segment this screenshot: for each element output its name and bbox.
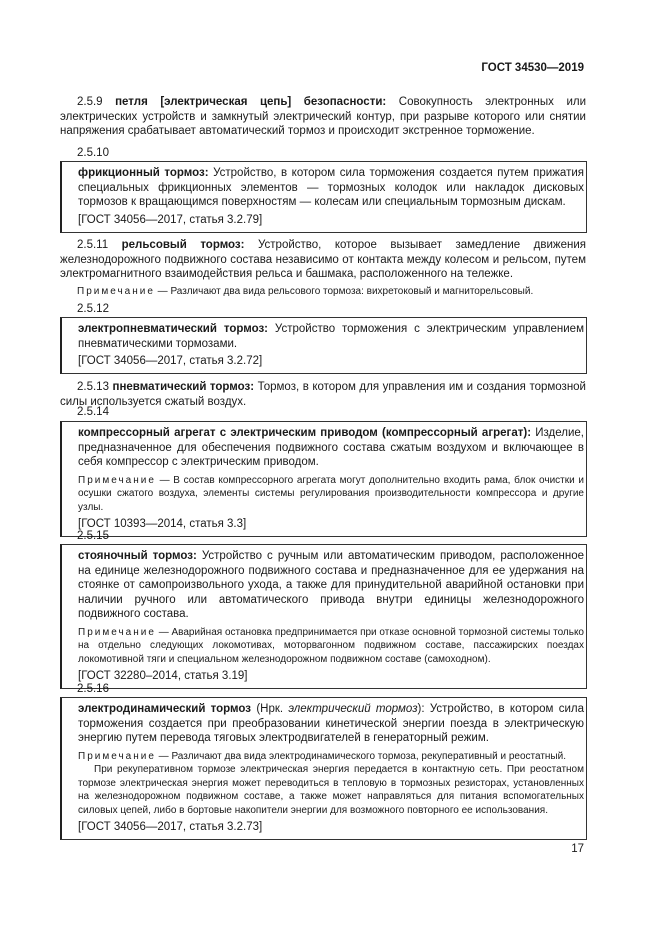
term-number: 2.5.11 [77, 239, 109, 251]
term-number-2-5-10: 2.5.10 [77, 147, 109, 159]
term-definition: Устройство, в котором сила торможения создается путем прижатия специальных фрикционных элементов — тормозных колодок или накладок дисковых тормозов к вращающимся поверхностям — колесам или специальным тормозным дискам. [78, 167, 584, 208]
term-note [62, 746, 586, 818]
note-continuation: При рекуперативном тормозе электрическая энергия передается в контактную сеть. При реостатном тормозе электрическая энергия может переводиться в тепловую в тормозных резисторах, установленных на железнодорожном подвижном составе, а также может направляться для питания вспомогательных силовых цепей, либо в бортовые накопители энергии для возможного повторного ее использования. [78, 764, 584, 816]
term-definition: Устройство с ручным или автоматическим приводом, расположенное на единице железнодорожного подвижного состава и предназначенное для ее удержания на стоянке от самопроизвольного ухода, а также для принудительной аварийной остановки при наличии ручного или автоматического привода внутри единицы железнодорожного подвижного состава. [78, 550, 584, 620]
note-label: Примечание [77, 286, 155, 297]
term-number-2-5-16: 2.5.16 [77, 683, 109, 695]
term-deprecated: электрический тормоз [288, 703, 418, 715]
term-note [62, 622, 586, 667]
note-text: — Аварийная остановка предпринимается при отказе основной тормозной системы только на отдельно следующих локомотивах, моторвагонном подвижном составе, пассажирских поездах локомотивной тяги и специальном железнодорожном подвижном составе (самоходном). [78, 626, 584, 665]
note-text: — В состав компрессорного агрегата могут дополнительно входить рама, блок очистки и осушки сжатого воздуха, элементы системы регулирования производительности компрессора и другие узлы. [78, 474, 584, 513]
term-frame-2-5-16 [60, 697, 587, 840]
term-number-2-5-12: 2.5.12 [77, 303, 109, 315]
term-frame-2-5-15 [60, 544, 587, 689]
term-number-2-5-14: 2.5.14 [77, 406, 109, 418]
term-definition: Устройство торможения с электрическим управлением пневматическими тормозами. [78, 323, 584, 350]
note-text: — Различают два вида электродинамического тормоза, рекуперативный и реостатный. [158, 750, 566, 762]
note-text: — Различают два вида рельсового тормоза: вихретоковый и магниторельсовый. [157, 286, 534, 297]
page-number: 17 [571, 843, 584, 855]
term-note-open: (Нрк. [256, 703, 284, 715]
note-label: Примечание [78, 750, 156, 762]
term-note-close: ): [417, 703, 425, 715]
term-reference: [ГОСТ 34056—2017, статья 3.2.73] [78, 821, 263, 833]
term-2-5-9 [60, 95, 586, 139]
term-title: фрикционный тормоз: [78, 167, 209, 179]
term-title: пневматический тормоз: [112, 381, 255, 393]
term-2-5-11 [60, 238, 586, 282]
term-reference: [ГОСТ 34056—2017, статья 3.2.79] [78, 213, 263, 226]
term-number-2-5-15: 2.5.15 [77, 530, 109, 542]
document-standard-code: ГОСТ 34530—2019 [481, 62, 584, 74]
term-reference: [ГОСТ 32280–2014, статья 3.19] [78, 670, 248, 682]
term-definition: Тормоз, в котором для управления им и создания тормозной силы используется сжатый воздух. [60, 381, 586, 408]
term-frame-2-5-14 [60, 421, 587, 537]
term-definition: Изделие, предназначенное для обеспечения подвижного состава сжатым воздухом и включающее в себя компрессор с электрическим приводом. [78, 427, 584, 468]
term-reference: [ГОСТ 10393—2014, статья 3.3] [78, 518, 247, 530]
note-label: Примечание [78, 626, 156, 638]
term-definition: Устройство, в котором сила торможения создается при преобразовании кинетической энергии поезда в электрическую энергию путем перевода тяговых электродвигателей в генераторный режим. [78, 703, 585, 744]
term-frame-2-5-12 [60, 317, 587, 374]
term-frame-2-5-10 [60, 161, 587, 233]
term-definition: Совокупность электронных или электрических устройств и замкнутый электрический контур, при разрыве которого или снятии напряжения срабатывает автоматический тормоз и происходит экстренное торможение. [60, 96, 587, 137]
term-number: 2.5.13 [77, 381, 109, 393]
term-definition: Устройство, которое вызывает замедление движения железнодорожного подвижного состава независимо от контакта между колесом и рельсом, путем электромагнитного взаимодействия рельса и башмака, расположенного на тележке. [60, 239, 587, 280]
term-title: стояночный тормоз: [78, 550, 197, 562]
term-2-5-13 [60, 380, 586, 409]
term-title: рельсовый тормоз: [121, 239, 245, 251]
term-title: электродинамический тормоз [78, 703, 252, 715]
term-note [62, 470, 586, 515]
term-number: 2.5.9 [77, 96, 103, 108]
note-label: Примечание [78, 474, 156, 486]
term-reference: [ГОСТ 34056—2017, статья 3.2.72] [78, 355, 263, 367]
term-note-2-5-11 [77, 285, 586, 298]
term-title: электропневматический тормоз: [78, 323, 268, 335]
term-title: компрессорный агрегат с электрическим приводом (компрессорный агрегат): [78, 427, 532, 439]
term-title: петля [электрическая цепь] безопасности: [115, 96, 387, 108]
